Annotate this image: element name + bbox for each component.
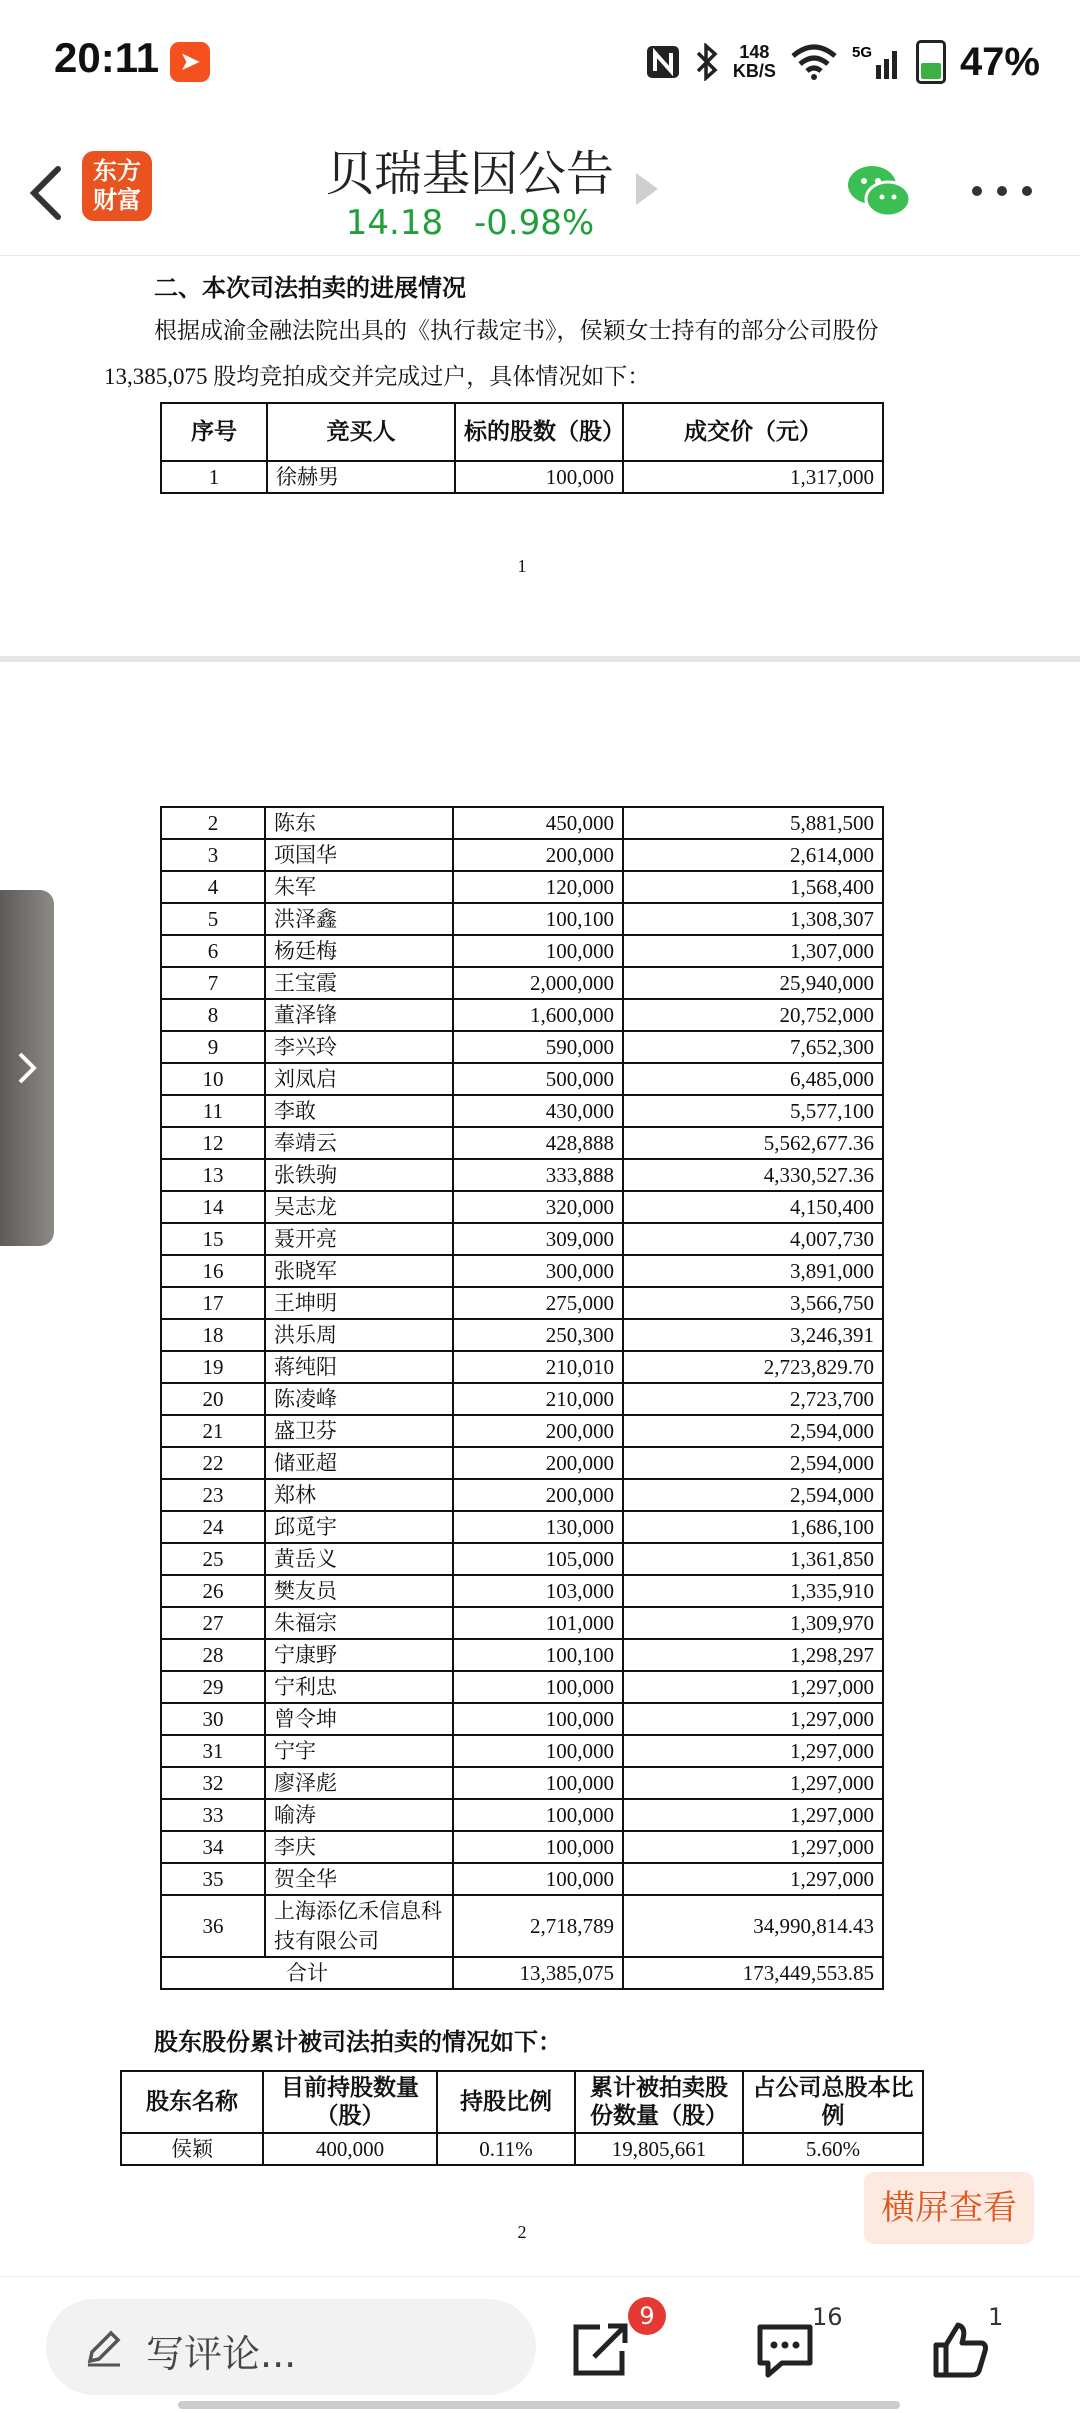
like-count: 1 <box>988 2303 1004 2331</box>
table-row: 20 陈凌峰 210,000 2,723,700 <box>161 1383 883 1415</box>
table-row: 侯颖 400,000 0.11% 19,805,661 5.60% <box>121 2133 923 2165</box>
table-row: 21 盛卫芬 200,000 2,594,000 <box>161 1415 883 1447</box>
announcement-document <box>0 256 1080 2276</box>
page-number-2: 2 <box>517 2222 527 2242</box>
table-row: 24 邱觅宇 130,000 1,686,100 <box>161 1511 883 1543</box>
table-row: 18 洪乐周 250,300 3,246,391 <box>161 1319 883 1351</box>
comment-count: 16 <box>812 2303 843 2331</box>
wechat-share-icon[interactable] <box>846 163 912 221</box>
table-row: 28 宁康野 100,100 1,298,297 <box>161 1639 883 1671</box>
signal-icon <box>852 43 902 81</box>
table-row: 27 朱福宗 101,000 1,309,970 <box>161 1607 883 1639</box>
pencil-icon <box>84 2327 124 2367</box>
status-bar <box>0 0 1080 125</box>
table-total-row: 合计 13,385,075 173,449,553.85 <box>161 1957 883 1989</box>
status-time: 20:11 <box>54 34 160 81</box>
table-row: 13 张铁驹 333,888 4,330,527.36 <box>161 1159 883 1191</box>
table-row: 17 王坤明 275,000 3,566,750 <box>161 1287 883 1319</box>
table-row: 4 朱军 120,000 1,568,400 <box>161 871 883 903</box>
table-row: 23 郑林 200,000 2,594,000 <box>161 1479 883 1511</box>
table-row: 31 宁宇 100,000 1,297,000 <box>161 1735 883 1767</box>
header-bidder: 竞买人 <box>267 403 455 461</box>
table-row: 34 李庆 100,000 1,297,000 <box>161 1831 883 1863</box>
chevron-right-icon <box>14 1050 40 1086</box>
table-row: 29 宁利忠 100,000 1,297,000 <box>161 1671 883 1703</box>
wifi-icon <box>790 44 838 80</box>
table-row: 33 喻涛 100,000 1,297,000 <box>161 1799 883 1831</box>
table-row: 2 陈东 450,000 5,881,500 <box>161 807 883 839</box>
cumulative-title: 股东股份累计被司法拍卖的情况如下： <box>154 2030 562 2056</box>
battery-icon <box>916 40 946 84</box>
table-row: 1 徐赫男 100,000 1,317,000 <box>161 461 883 493</box>
more-icon[interactable] <box>972 183 1032 199</box>
auction-table-page1 <box>160 402 884 494</box>
stock-quote[interactable] <box>0 203 940 243</box>
page-title: 贝瑞基因公告 <box>325 146 614 202</box>
svg-text:5G: 5G <box>851 44 872 61</box>
landscape-view-button[interactable]: 横屏查看 <box>864 2172 1034 2244</box>
auction-table-page2 <box>160 806 884 1990</box>
table-row: 11 李敢 430,000 5,577,100 <box>161 1095 883 1127</box>
stock-price: 14.18 <box>345 203 444 243</box>
table-row: 10 刘凤启 500,000 6,485,000 <box>161 1063 883 1095</box>
home-indicator <box>178 2401 900 2409</box>
share-badge: 9 <box>628 2297 666 2335</box>
table-row: 26 樊友员 103,000 1,335,910 <box>161 1575 883 1607</box>
table-row: 15 聂开亮 309,000 4,007,730 <box>161 1223 883 1255</box>
section-title: 二、本次司法拍卖的进展情况 <box>154 276 466 302</box>
table-row: 12 奉靖云 428,888 5,562,677.36 <box>161 1127 883 1159</box>
table-row: 35 贺全华 100,000 1,297,000 <box>161 1863 883 1895</box>
page-divider <box>0 656 1080 662</box>
table-row: 22 储亚超 200,000 2,594,000 <box>161 1447 883 1479</box>
table-row: 8 董泽锋 1,600,000 20,752,000 <box>161 999 883 1031</box>
section-paragraph: 根据成渝金融法院出具的《执行裁定书》，侯颖女士持有的部分公司股份13,385,075 股均竞拍成交并完成过户，具体情况如下： <box>104 318 879 389</box>
table-row: 32 廖泽彪 100,000 1,297,000 <box>161 1767 883 1799</box>
stock-change: -0.98% <box>473 203 595 243</box>
bottom-action-bar <box>0 2276 1080 2413</box>
table-row: 19 蒋纯阳 210,010 2,723,829.70 <box>161 1351 883 1383</box>
battery-level: 47% <box>959 39 1040 84</box>
table-row: 5 洪泽鑫 100,100 1,308,307 <box>161 903 883 935</box>
app-header <box>0 125 1080 256</box>
header-seq: 序号 <box>161 403 267 461</box>
table-row: 6 杨廷梅 100,000 1,307,000 <box>161 935 883 967</box>
table-row: 9 李兴玲 590,000 7,652,300 <box>161 1031 883 1063</box>
cumulative-table: 股东名称 目前持股数量（股） 持股比例 累计被拍卖股份数量（股） 占公司总股本比例 侯颖 400,000 0.11% 19,805,661 5.60% <box>120 2070 924 2166</box>
side-drawer-handle[interactable] <box>0 890 54 1246</box>
table-row: 16 张晓军 300,000 3,891,000 <box>161 1255 883 1287</box>
like-icon[interactable] <box>930 2321 992 2379</box>
page-number-1: 1 <box>517 556 527 576</box>
header-price: 成交价（元） <box>623 403 883 461</box>
play-triangle-icon[interactable] <box>636 173 658 205</box>
table-row: 3 项国华 200,000 2,614,000 <box>161 839 883 871</box>
nfc-icon <box>645 44 681 80</box>
notification-app-icon: ➤ <box>170 42 210 82</box>
table-row: 14 吴志龙 320,000 4,150,400 <box>161 1191 883 1223</box>
comment-icon[interactable] <box>754 2321 816 2379</box>
network-speed: 148 KB/S <box>732 42 776 81</box>
status-icons <box>645 36 1040 88</box>
table-row: 7 王宝霞 2,000,000 25,940,000 <box>161 967 883 999</box>
bluetooth-icon <box>695 43 719 81</box>
header-shares: 标的股数（股） <box>455 403 623 461</box>
app-logo: 东方 财富 <box>82 151 152 221</box>
share-icon[interactable] <box>570 2321 632 2379</box>
comment-input[interactable]: 写评论... <box>46 2299 536 2395</box>
table-row: 25 黄岳义 105,000 1,361,850 <box>161 1543 883 1575</box>
table-row: 36 上海添亿禾信息科技有限公司 2,718,789 34,990,814.43 <box>161 1895 883 1957</box>
table-row: 30 曾令坤 100,000 1,297,000 <box>161 1703 883 1735</box>
